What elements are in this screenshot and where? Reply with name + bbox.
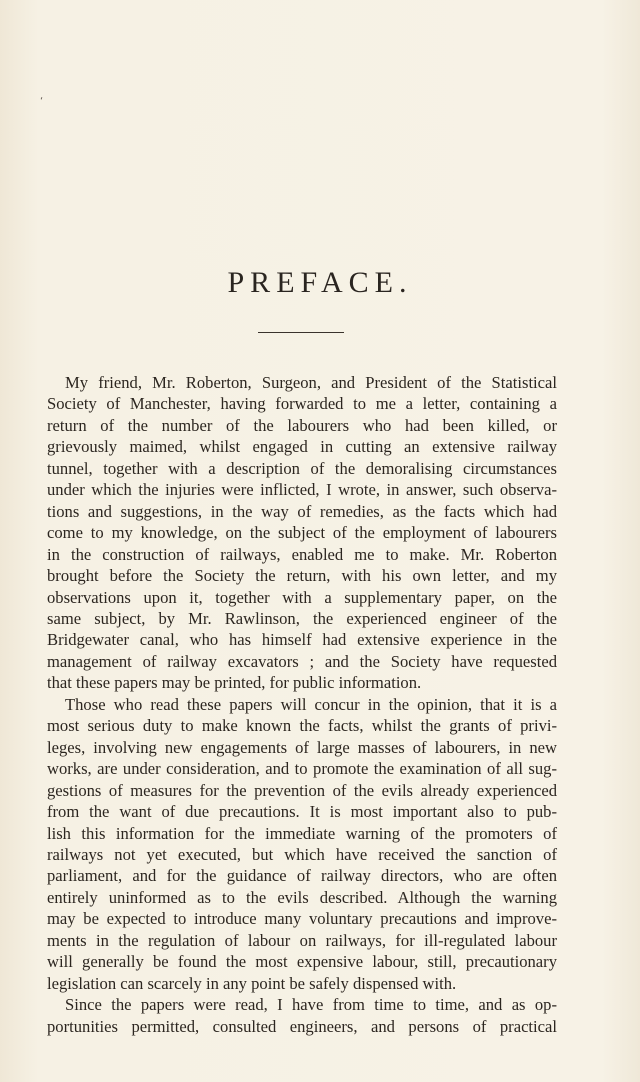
paragraph-3 xyxy=(47,994,557,1037)
text-line: works, are under consideration, and to promote the examination of all sug- xyxy=(47,759,557,779)
paragraph-2 xyxy=(47,694,557,994)
text-line: tions and suggestions, in the way of remedies, as the facts which had xyxy=(47,501,557,521)
text-line: My friend, Mr. Roberton, Surgeon, and President of the Statistical xyxy=(65,373,557,392)
text-line: Society of Manchester, having forwarded to me a letter, containing a xyxy=(47,394,557,414)
text-line: entirely uninformed as to the evils described. Although the warning xyxy=(47,887,557,907)
page-title: PREFACE. xyxy=(227,266,413,299)
text-line: most serious duty to make known the facts, whilst the grants of privi- xyxy=(47,716,557,736)
text-line: parliament, and for the guidance of railway directors, who are often xyxy=(47,866,557,886)
text-line: grievously maimed, whilst engaged in cutting an extensive railway xyxy=(47,437,557,457)
text-line: tunnel, together with a description of the demoralising circumstances xyxy=(47,458,557,478)
text-line: from the want of due precautions. It is most important also to pub- xyxy=(47,802,557,822)
text-line: leges, involving new engagements of large masses of labourers, in new xyxy=(47,737,557,757)
text-line: in the construction of railways, enabled me to make. Mr. Roberton xyxy=(47,544,557,564)
title-rule xyxy=(258,332,344,333)
text-line: brought before the Society the return, with his own letter, and my xyxy=(47,566,557,586)
text-line: will generally be found the most expensive labour, still, precautionary xyxy=(47,952,557,972)
text-line: lish this information for the immediate warning of the promoters of xyxy=(47,823,557,843)
text-line: legislation can scarcely in any point be safely dispensed with. xyxy=(47,973,457,993)
preface-body xyxy=(47,372,557,1037)
text-line: come to my knowledge, on the subject of the employment of labourers xyxy=(47,523,557,543)
text-line: ments in the regulation of labour on railways, for ill-regulated labour xyxy=(47,930,557,950)
text-line: Bridgewater canal, who has himself had extensive experience in the xyxy=(47,630,557,650)
text-line: same subject, by Mr. Rawlinson, the experienced engineer of the xyxy=(47,608,557,628)
text-line: Since the papers were read, I have from time to time, and as op- xyxy=(65,995,557,1015)
text-line: return of the number of the labourers who had been killed, or xyxy=(47,415,557,435)
text-line: observations upon it, together with a supplementary paper, on the xyxy=(47,587,557,607)
text-line: gestions of measures for the prevention of the evils already experienced xyxy=(47,780,557,800)
paragraph-1 xyxy=(47,372,557,694)
paper-speck-icon: ‘ xyxy=(40,96,44,107)
text-line: that these papers may be printed, for public information. xyxy=(47,673,422,693)
text-line: under which the injuries were inflicted, I wrote, in answer, such observa- xyxy=(47,480,557,500)
text-line: Those who read these papers will concur in the opinion, that it is a xyxy=(65,694,557,714)
text-line: portunities permitted, consulted engineers, and persons of practical xyxy=(47,1016,557,1036)
text-line: railways not yet executed, but which have received the sanction of xyxy=(47,844,557,864)
text-line: management of railway excavators ; and the Society have requested xyxy=(47,651,557,671)
text-line: may be expected to introduce many voluntary precautions and improve- xyxy=(47,909,557,929)
